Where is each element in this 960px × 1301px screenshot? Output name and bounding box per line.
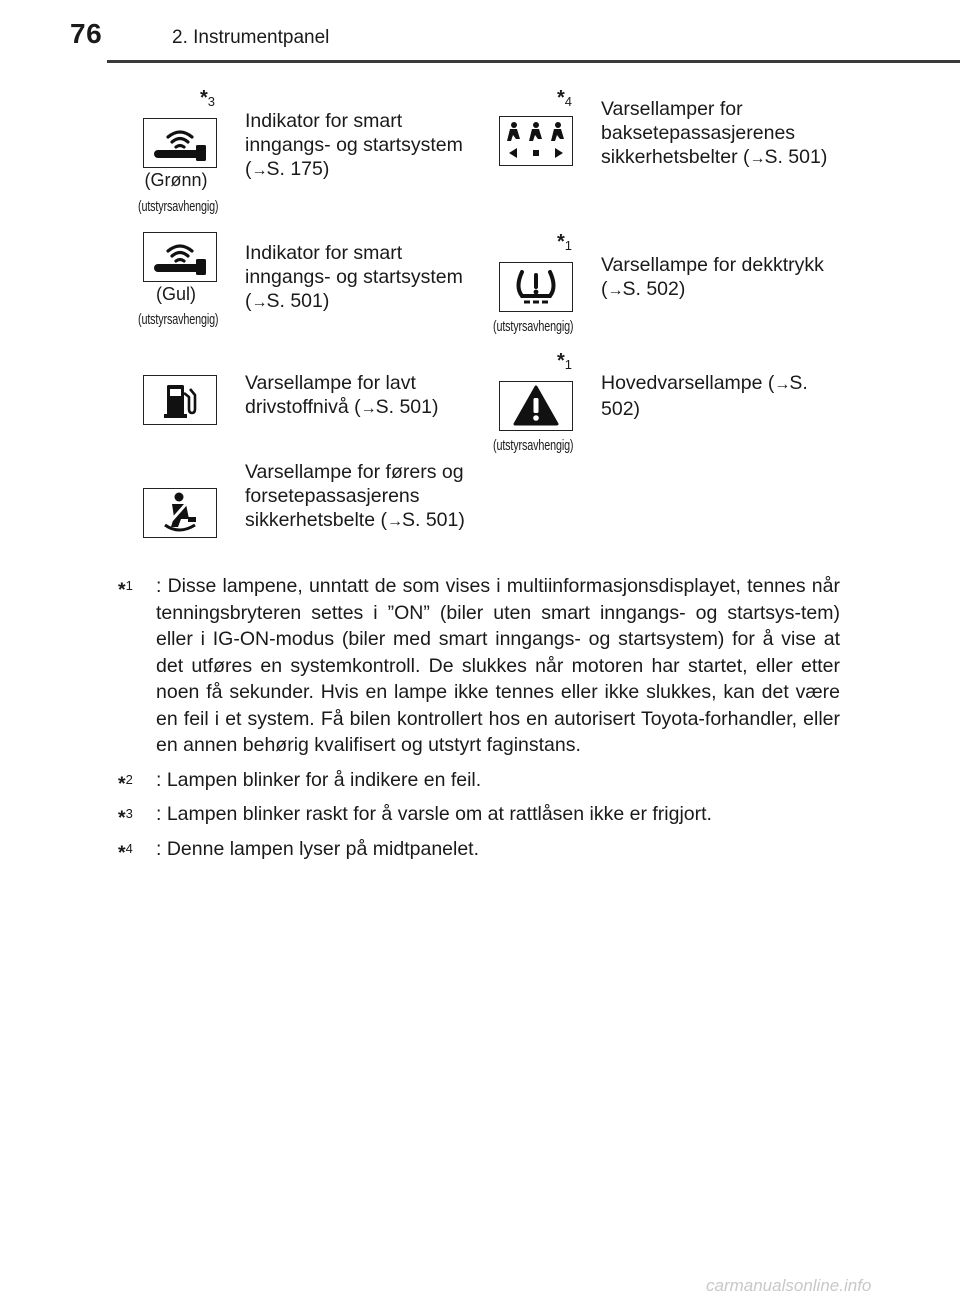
- option-label: (utstyrsavhengig): [138, 311, 219, 328]
- footnote-item: *$^1$ : Disse lampene, unntatt de som vises i multiinformasjonsdisplayet, tennes når tenningsbryteren settes i ”ON” (biler uten smart inngangs- og startsys-tem) eller i IG-ON-modus (biler med smart inngangs- og startsystem) for å vise at det utføres en systemkontroll. De slukkes når motoren har startet, eller etter noen få sekunder. Hvis en lampe ikke tennes eller ikke slukkes, kan det være en feil i et system. Få bilen kontrollert hos en autorisert Toyota-forhandler, eller en annen behørig kvalifisert og utstyrt faginstans.: [118, 575, 840, 756]
- desc-tire-pressure: Varsellampe for dekktrykk (→S. 502): [601, 254, 824, 300]
- seatbelt-icon: [157, 491, 203, 535]
- smart-key-icon: [148, 237, 212, 277]
- footnote-item: *$^3$ : Lampen blinker raskt for å varsle om at rattlåsen ikke er frigjort.: [118, 803, 712, 829]
- smart-key-icon: [148, 123, 212, 163]
- desc-driver-belt: Varsellampe for førers og forsetepassasjerens sikkerhetsbelte (→S. 501): [245, 461, 465, 531]
- desc-master-warning: Hovedvarsellampe (→S. 502): [601, 372, 808, 420]
- chapter-title: 2. Instrumentpanel: [172, 27, 330, 48]
- master-warning-icon: [506, 384, 566, 428]
- indicator-smart-green: [143, 118, 217, 168]
- desc-rear-belts: Varsellamper for baksetepassasjerenes sikkerhetsbelter (→S. 501): [601, 98, 828, 168]
- indicator-rear-belts: [499, 116, 573, 166]
- option-label: (utstyrsavhengig): [493, 318, 574, 335]
- fuel-pump-icon: [157, 379, 203, 421]
- desc-smart-green: Indikator for smart inngangs- og startsystem (→S. 175): [245, 110, 463, 180]
- footnote-item: *$^4$ : Denne lampen lyser på midtpanelet.: [118, 837, 480, 864]
- footnote-marker: *$^1$: [557, 350, 573, 372]
- desc-low-fuel: Varsellampe for lavt drivstoffnivå (→S. 501): [245, 372, 439, 418]
- option-label: (utstyrsavhengig): [138, 198, 219, 215]
- option-label: (utstyrsavhengig): [493, 437, 574, 454]
- desc-smart-yellow: Indikator for smart inngangs- og startsystem (→S. 501): [245, 242, 463, 312]
- tire-pressure-icon: [506, 266, 566, 308]
- header-rule: [107, 60, 960, 63]
- page-number: 76: [70, 18, 103, 49]
- footnote-marker: *$^4$: [557, 87, 573, 109]
- watermark: carmanualsonline.info: [706, 1276, 872, 1295]
- indicator-tire-pressure: [499, 262, 573, 312]
- footnotes: [118, 573, 840, 870]
- color-label-yellow: (Gul): [156, 284, 196, 304]
- indicator-master-warning: [499, 381, 573, 431]
- footnote-marker: *$^1$: [557, 231, 573, 253]
- footnote-item: *$^2$ : Lampen blinker for å indikere en feil.: [118, 768, 482, 795]
- footnote-marker: *$^3$: [200, 87, 216, 109]
- rear-seatbelts-icon: [501, 119, 571, 163]
- color-label-green: (Grønn): [144, 170, 208, 190]
- indicator-low-fuel: [143, 375, 217, 425]
- indicator-smart-yellow: [143, 232, 217, 282]
- indicator-driver-belt: [143, 488, 217, 538]
